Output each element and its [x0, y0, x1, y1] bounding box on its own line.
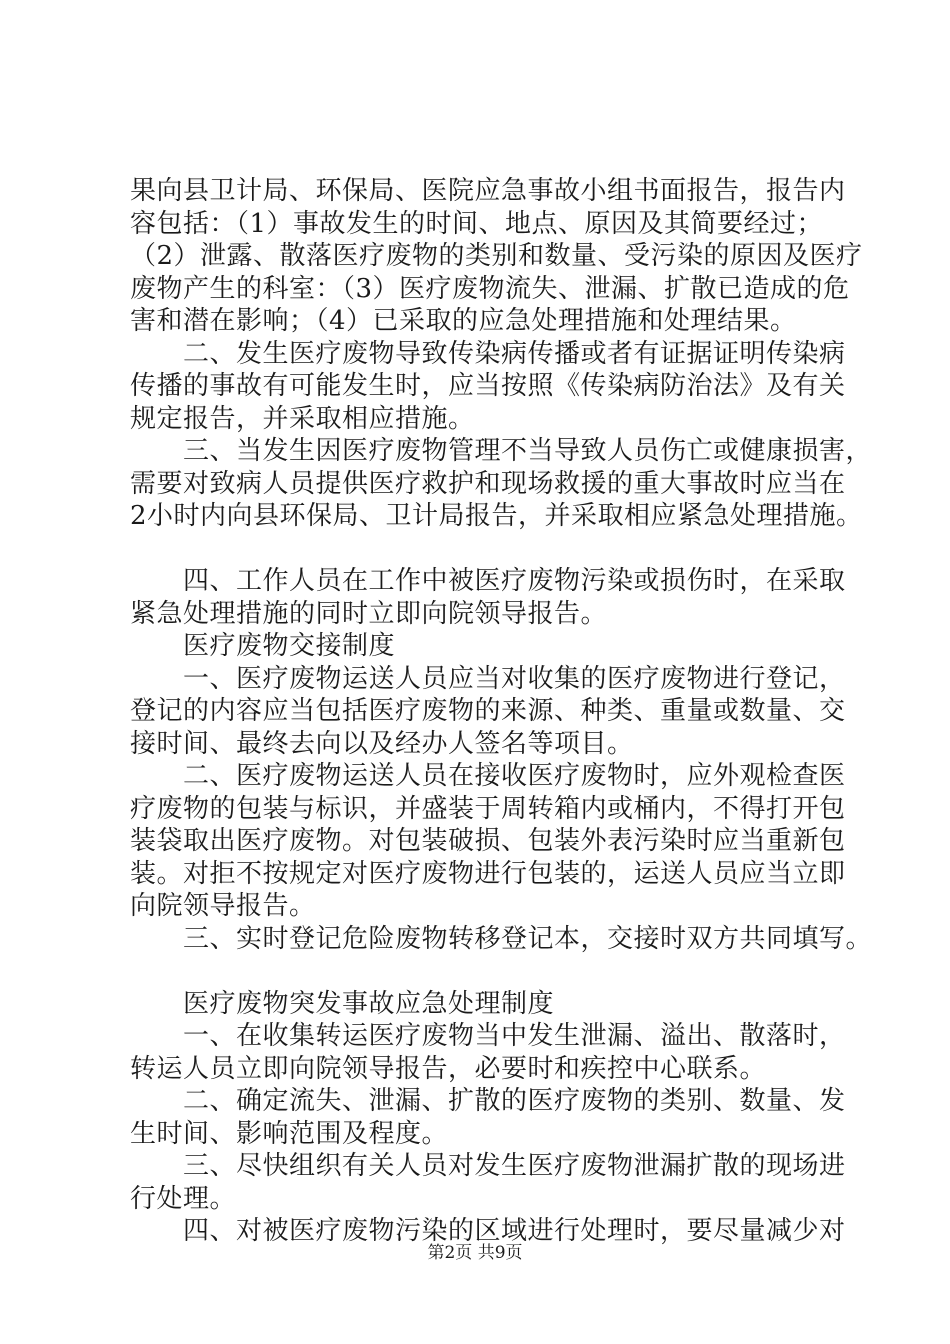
text-line: 转运人员立即向院领导报告，必要时和疾控中心联系。 [130, 1053, 767, 1084]
text-line: 二、发生医疗废物导致传染病传播或者有证据证明传染病 [130, 338, 846, 369]
text-line: （2）泄露、散落医疗废物的类别和数量、受污染的原因及医疗 [130, 241, 863, 271]
text-line: 三、当发生因医疗废物管理不当导致人员伤亡或健康损害， [130, 436, 873, 466]
text-line: 传播的事故有可能发生时，应当按照《传染病防治法》及有关 [130, 371, 846, 401]
document-body [130, 175, 873, 1248]
text-line: 2小时内向县环保局、卫计局报告，并采取相应紧急处理措施。 [130, 501, 863, 531]
text-line: 一、医疗废物运送人员应当对收集的医疗废物进行登记， [130, 663, 846, 694]
text-line: 四、工作人员在工作中被医疗废物污染或损伤时，在采取 [130, 566, 846, 596]
text-line: 一、在收集转运医疗废物当中发生泄漏、溢出、散落时， [130, 1021, 846, 1051]
text-line: 装袋取出医疗废物。对包装破损、包装外表污染时应当重新包 [130, 826, 846, 856]
section-heading: 医疗废物交接制度 [130, 631, 396, 661]
text-line: 装。对拒不按规定对医疗废物进行包装的，运送人员应当立即 [130, 858, 846, 889]
text-line: 需要对致病人员提供医疗救护和现场救援的重大事故时应当在 [130, 468, 846, 499]
text-line: 接时间、最终去向以及经办人签名等项目。 [130, 728, 634, 759]
text-line: 容包括：（1）事故发生的时间、地点、原因及其简要经过； [130, 208, 824, 239]
text-line: 废物产生的科室：（3）医疗废物流失、泄漏、扩散已造成的危 [130, 273, 850, 304]
text-line: 行处理。 [130, 1183, 237, 1214]
text-line: 登记的内容应当包括医疗废物的来源、种类、重量或数量、交 [130, 696, 846, 726]
text-line: 害和潜在影响；（4）已采取的应急处理措施和处理结果。 [130, 306, 797, 336]
text-line: 果向县卫计局、环保局、医院应急事故小组书面报告，报告内 [130, 176, 846, 206]
text-line: 四、对被医疗废物污染的区域进行处理时，要尽量减少对 [130, 1216, 846, 1246]
blank-line [130, 955, 830, 988]
text-line: 疗废物的包装与标识，并盛装于周转箱内或桶内，不得打开包 [130, 793, 846, 824]
text-line: 三、尽快组织有关人员对发生医疗废物泄漏扩散的现场进 [130, 1151, 846, 1181]
blank-line [130, 533, 830, 566]
text-line: 生时间、影响范围及程度。 [130, 1118, 449, 1149]
page-number: 第2页 共9页 [427, 1243, 523, 1263]
text-line: 紧急处理措施的同时立即向院领导报告。 [130, 598, 608, 629]
text-line: 规定报告，并采取相应措施。 [130, 403, 475, 434]
section-heading: 医疗废物突发事故应急处理制度 [130, 988, 555, 1019]
text-line: 二、确定流失、泄漏、扩散的医疗废物的类别、数量、发 [130, 1086, 846, 1116]
text-line: 二、医疗废物运送人员在接收医疗废物时，应外观检查医 [130, 761, 846, 791]
text-line: 三、实时登记危险废物转移登记本，交接时双方共同填写。 [130, 923, 873, 954]
text-line: 向院领导报告。 [130, 891, 316, 921]
